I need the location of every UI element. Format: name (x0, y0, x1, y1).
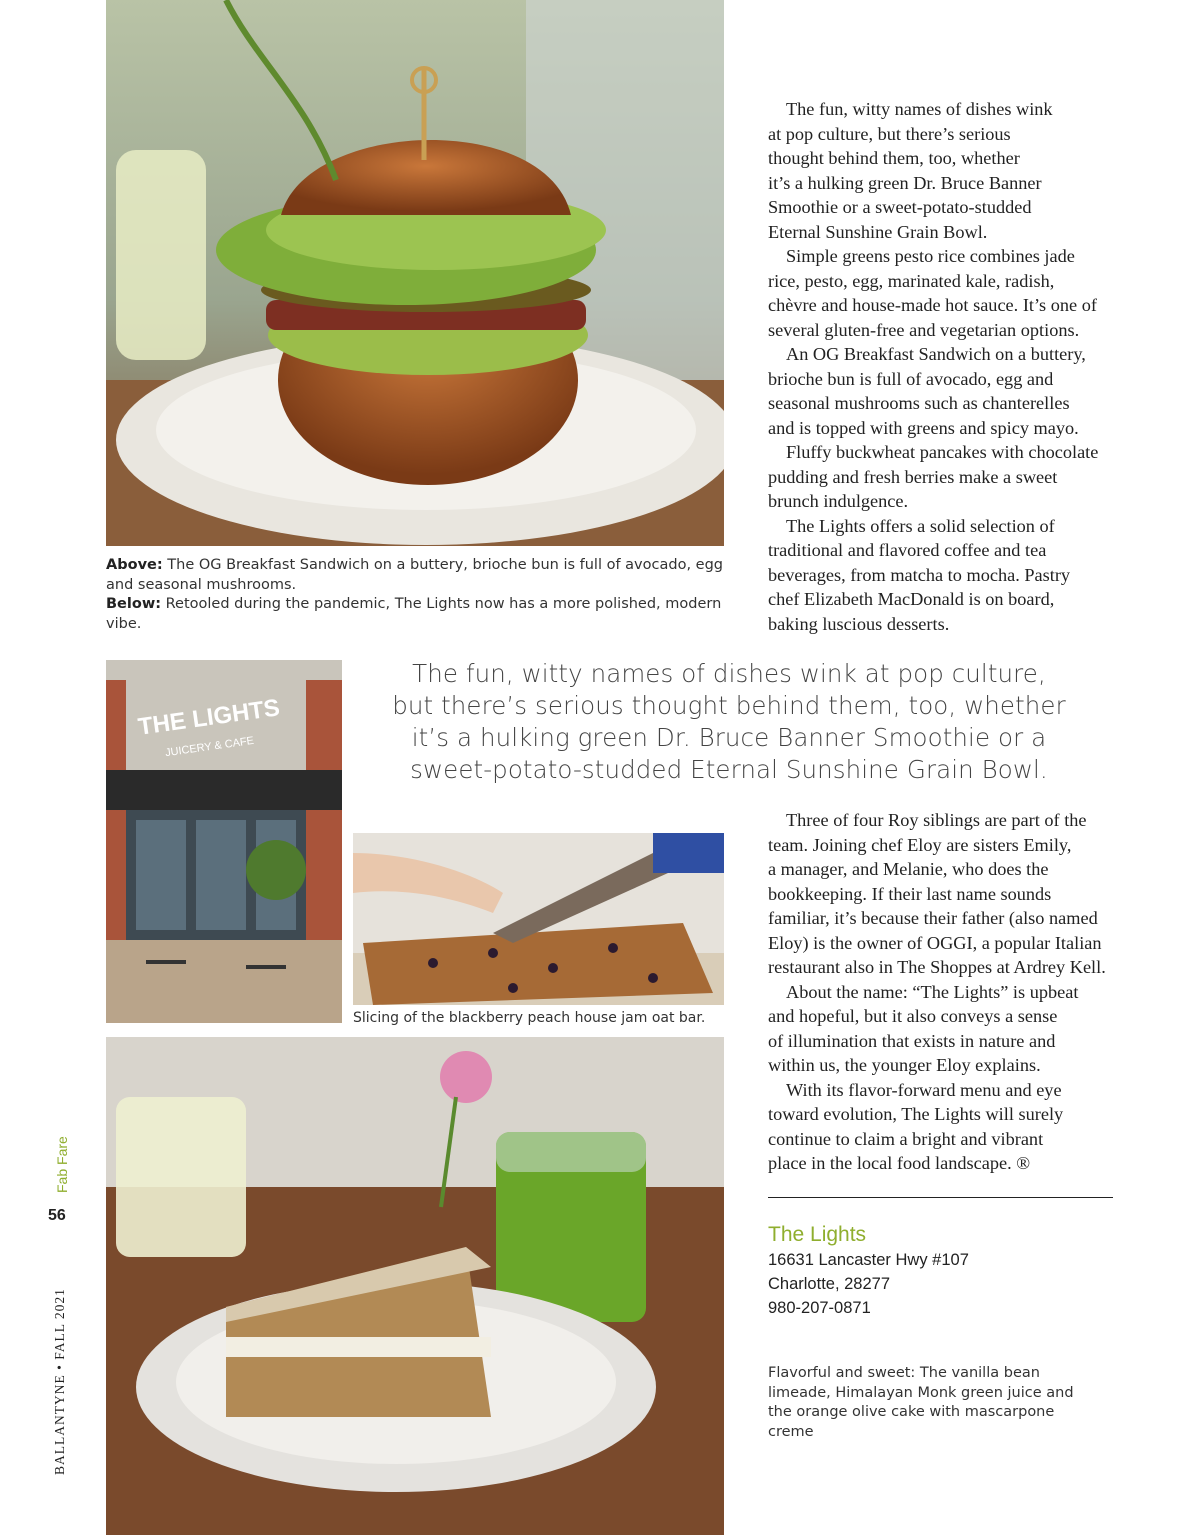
article-line: a manager, and Melanie, who does the (768, 859, 1049, 879)
pull-quote-line: but there’s serious thought behind them, too, whether (392, 691, 1066, 720)
article-line: Three of four Roy siblings are part of the (786, 810, 1087, 830)
article-line: The fun, witty names of dishes wink (786, 99, 1053, 119)
article-line: rice, pesto, egg, marinated kale, radish, (768, 270, 1055, 291)
article-line: brioche bun is full of avocado, egg and (768, 368, 1054, 389)
cake-and-drinks-photo (106, 1037, 724, 1535)
storefront-sign-subtitle: JUICERY & CAFE (164, 734, 255, 760)
caption-below-label: Below: (106, 596, 162, 612)
restaurant-address-line-2: Charlotte, 28277 (768, 1275, 891, 1293)
article-line: and is topped with greens and spicy mayo. (768, 417, 1079, 438)
article-line: continue to claim a bright and vibrant (768, 1128, 1044, 1149)
article-line: Fluffy buckwheat pancakes with chocolate (786, 442, 1099, 462)
article-line: An OG Breakfast Sandwich on a buttery, (786, 344, 1086, 364)
article-line: Simple greens pesto rice combines jade (786, 246, 1075, 266)
restaurant-name: The Lights (768, 1223, 867, 1246)
restaurant-address-line-1: 16631 Lancaster Hwy #107 (768, 1251, 969, 1269)
info-divider (768, 1197, 1113, 1198)
article-column-1 (768, 97, 1123, 636)
publication-label: BALLANTYNE • FALL 2021 (52, 1288, 67, 1475)
article-line: place in the local food landscape. ® (768, 1153, 1031, 1173)
oat-bar-caption: Slicing of the blackberry peach house jam oat bar. (353, 1010, 706, 1026)
storefront-photo (106, 660, 342, 1023)
article-line: of illumination that exists in nature and (768, 1030, 1056, 1051)
article-line: thought behind them, too, whether (768, 148, 1020, 168)
article-line: About the name: “The Lights” is upbeat (786, 981, 1079, 1002)
article-line: it’s a hulking green Dr. Bruce Banner (768, 172, 1042, 193)
article-line: team. Joining chef Eloy are sisters Emily, (768, 834, 1072, 855)
article-line: Eloy) is the owner of OGGI, a popular Italian (768, 932, 1102, 953)
oat-bar-photo (353, 833, 724, 1005)
article-line: seasonal mushrooms such as chanterelles (768, 393, 1070, 413)
article-line: restaurant also in The Shoppes at Ardrey Kell. (768, 957, 1106, 977)
article-line: With its flavor-forward menu and eye (786, 1079, 1062, 1100)
article-line: brunch indulgence. (768, 491, 909, 511)
article-line: several gluten-free and vegetarian options. (768, 319, 1080, 340)
pull-quote (370, 658, 1088, 786)
article-line: familiar, it’s because their father (also named (768, 908, 1098, 928)
pull-quote-line: sweet-potato-studded Eternal Sunshine Grain Bowl. (410, 755, 1048, 784)
article-line: within us, the younger Eloy explains. (768, 1055, 1041, 1075)
caption-below-text: Retooled during the pandemic, The Lights now has a more polished, modern vibe. (106, 596, 722, 632)
article-line: baking luscious desserts. (768, 613, 950, 634)
section-label: Fab Fare (54, 1136, 70, 1193)
article-line: traditional and flavored coffee and tea (768, 540, 1047, 560)
sandwich-photo (106, 0, 724, 546)
article-column-2 (768, 808, 1123, 1176)
caption-above-label: Above: (106, 557, 163, 573)
pull-quote-line: it’s a hulking green Dr. Bruce Banner Smoothie or a (411, 723, 1047, 752)
article-line: beverages, from matcha to mocha. Pastry (768, 564, 1071, 585)
article-line: bookkeeping. If their last name sounds (768, 883, 1052, 904)
restaurant-phone: 980-207-0871 (768, 1299, 871, 1317)
article-line: chef Elizabeth MacDonald is on board, (768, 589, 1055, 609)
article-line: Eternal Sunshine Grain Bowl. (768, 221, 988, 242)
page-number: 56 (48, 1207, 66, 1224)
article-line: chèvre and house-made hot sauce. It’s one of (768, 295, 1097, 315)
article-line: Smoothie or a sweet-potato-studded (768, 197, 1032, 217)
storefront-sign-name: THE LIGHTS (136, 694, 282, 741)
pull-quote-line: The fun, witty names of dishes wink at pop culture, (412, 659, 1046, 688)
article-line: The Lights offers a solid selection of (786, 515, 1055, 536)
article-line: and hopeful, but it also conveys a sense (768, 1006, 1058, 1026)
article-line: pudding and fresh berries make a sweet (768, 466, 1058, 487)
article-line: at pop culture, but there’s serious (768, 123, 1011, 144)
cake-caption: Flavorful and sweet: The vanilla bean limeade, Himalayan Monk green juice and the orange olive cake with mascarpone creme (768, 1365, 1074, 1440)
article-line: toward evolution, The Lights will surely (768, 1104, 1064, 1124)
caption-above-text: The OG Breakfast Sandwich on a buttery, brioche bun is full of avocado, egg and seasonal mushrooms. (106, 557, 723, 593)
photo-caption-top (106, 556, 726, 634)
